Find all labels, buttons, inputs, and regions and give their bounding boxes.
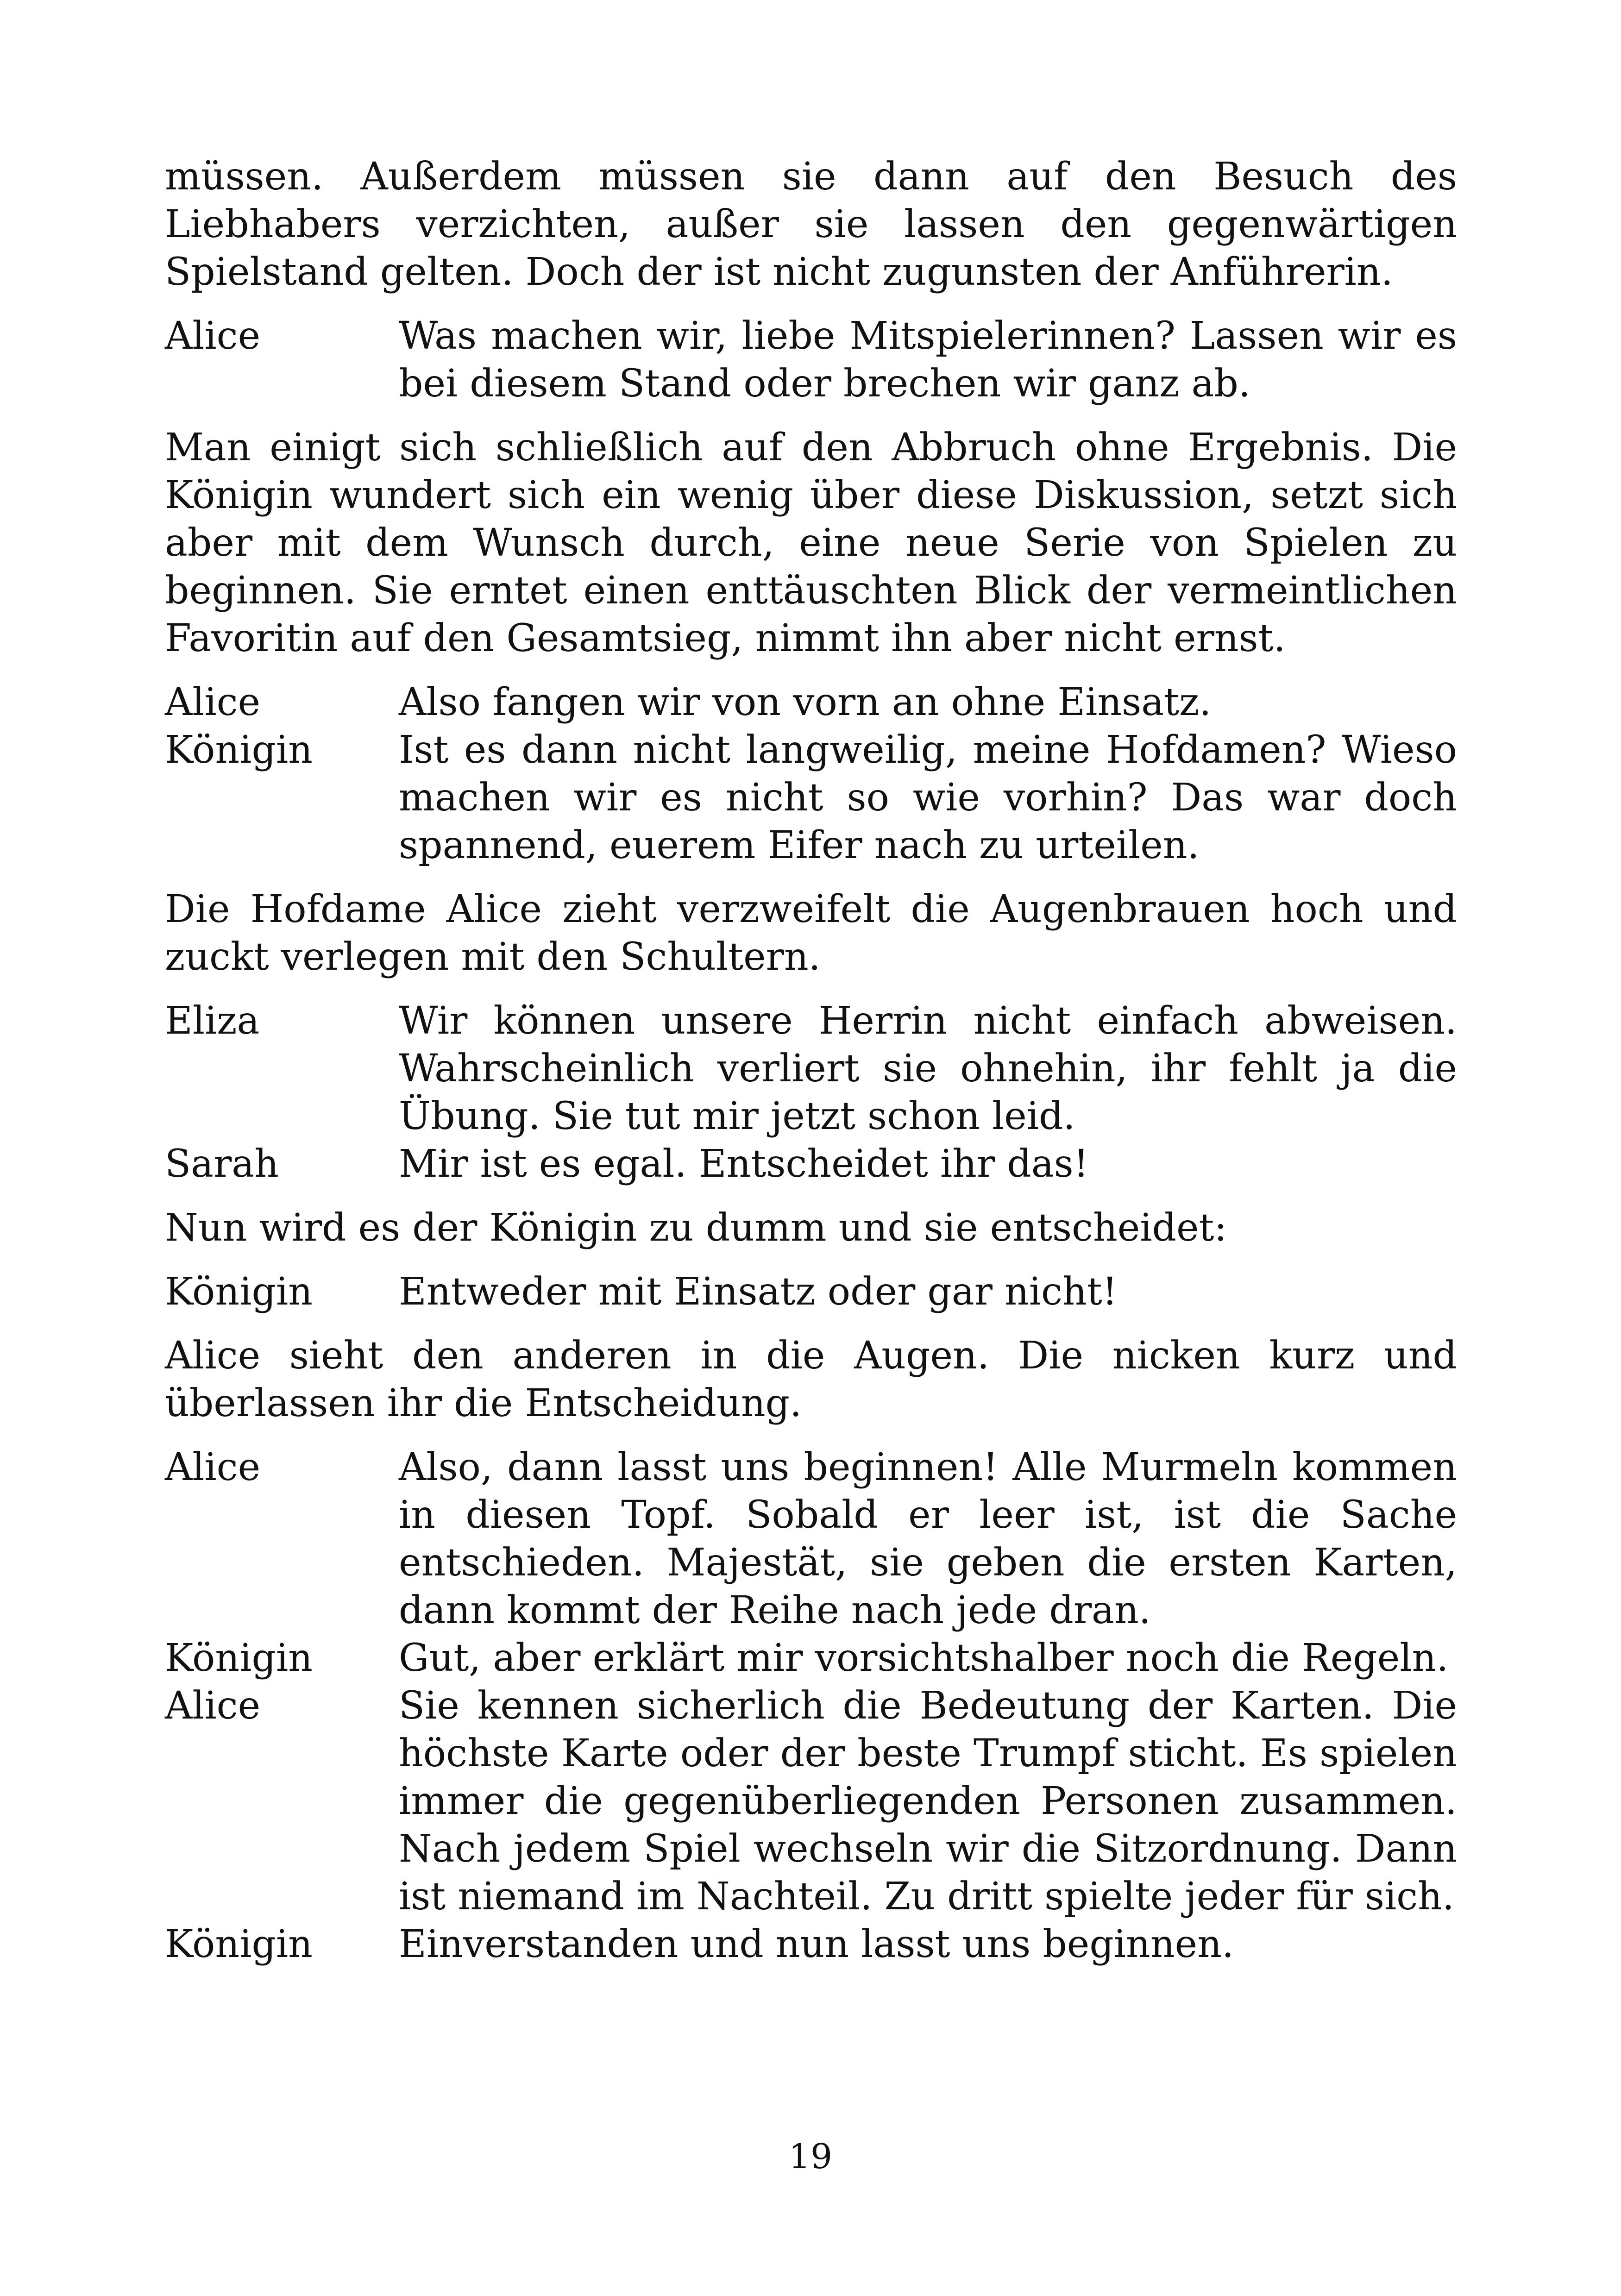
speaker-name: Königin [165,1270,313,1314]
dialogue-block [165,997,1457,1188]
dialogue-line [165,312,1457,408]
speech-text: Entweder mit Einsatz oder gar nicht! [399,1270,1118,1314]
dialogue-block [165,1443,1457,1968]
speaker-name: Alice [165,1684,261,1728]
narrative-paragraph: Man einigt sich schließlich auf den Abbruch ohne Ergebnis. Die Königin wundert sich ein wenig über diese Diskussion, setzt sich aber mit dem Wunsch durch, eine neue Serie von Spielen zu beginnen. Sie erntet einen enttäuschten Blick der vermeintlichen Favoritin auf den Gesamtsieg, nimmt ihn aber nicht ernst. [165,426,1457,660]
speaker-name: Eliza [165,999,260,1043]
dialogue-line [165,1682,1457,1920]
dialogue-block [165,1268,1457,1316]
speaker-name: Alice [165,1445,261,1489]
speech-text: Was machen wir, liebe Mitspielerinnen? Lassen wir es bei diesem Stand oder brechen wir ganz ab. [399,314,1457,406]
speech-text: Wir können unsere Herrin nicht einfach abweisen. Wahrscheinlich verliert sie ohnehin, ihr fehlt ja die Übung. Sie tut mir jetzt schon leid. [399,999,1457,1138]
speaker-name: Königin [165,728,313,772]
speech-text: Mir ist es egal. Entscheidet ihr das! [399,1142,1089,1186]
speech-text: Ist es dann nicht langweilig, meine Hofdamen? Wieso machen wir es nicht so wie vorhin? Das war doch spannend, euerem Eifer nach zu urteilen. [399,728,1457,867]
dialogue-line [165,726,1457,869]
speech-text: Also, dann lasst uns beginnen! Alle Murmeln kommen in diesen Topf. Sobald er leer ist, ist die Sache entschieden. Majestät, sie geben die ersten Karten, dann kommt der Reihe nach jede dran. [399,1445,1457,1632]
narrative-paragraph: Die Hofdame Alice zieht verzweifelt die Augenbrauen hoch und zuckt verlegen mit den Schultern. [165,887,1457,979]
speaker-name: Alice [165,314,261,358]
dialogue-line [165,1268,1457,1316]
page-number: 19 [788,2137,833,2177]
dialogue-line [165,997,1457,1140]
dialogue-line [165,1634,1457,1682]
speaker-name: Königin [165,1922,313,1966]
dialogue-line [165,1443,1457,1634]
dialogue-line [165,1140,1457,1188]
dialogue-block [165,312,1457,408]
speech-text: Also fangen wir von vorn an ohne Einsatz. [399,680,1212,724]
speaker-name: Königin [165,1636,313,1680]
narrative-paragraph: Nun wird es der Königin zu dumm und sie entscheidet: [165,1206,1227,1250]
speech-text: Gut, aber erklärt mir vorsichtshalber noch die Regeln. [399,1636,1449,1680]
dialogue-line [165,1920,1457,1968]
speech-text: Sie kennen sicherlich die Bedeutung der Karten. Die höchste Karte oder der beste Trumpf sticht. Es spielen immer die gegenüberliegenden Personen zusammen. Nach jedem Spiel wechseln wir die Sitzordnung. Dann ist niemand im Nachteil. Zu dritt spielte jeder für sich. [399,1684,1457,1919]
speaker-name: Sarah [165,1142,279,1186]
page-text [165,153,1457,1984]
dialogue-block [165,678,1457,869]
speaker-name: Alice [165,680,261,724]
narrative-paragraph: müssen. Außerdem müssen sie dann auf den Besuch des Liebhabers verzichten, außer sie lassen den gegenwärtigen Spielstand gelten. Doch der ist nicht zugunsten der Anführerin. [165,155,1457,294]
narrative-paragraph: Alice sieht den anderen in die Augen. Die nicken kurz und überlassen ihr die Entscheidung. [165,1334,1457,1425]
speech-text: Einverstanden und nun lasst uns beginnen. [399,1922,1234,1966]
dialogue-line [165,678,1457,726]
